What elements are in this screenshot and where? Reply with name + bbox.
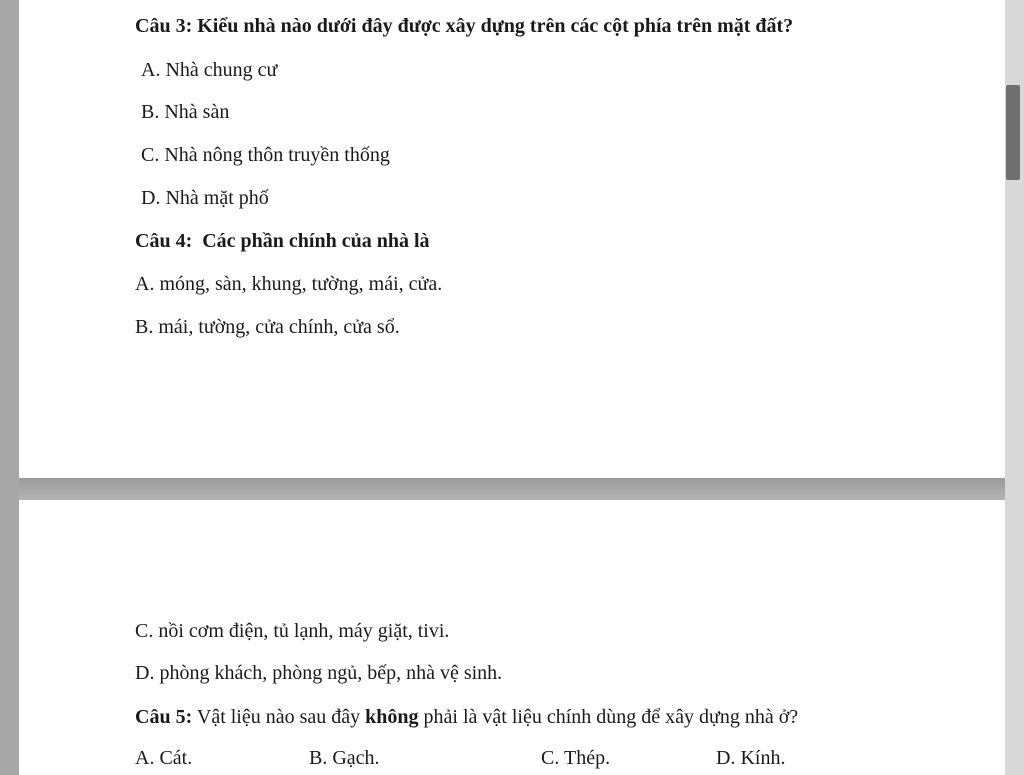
question-5-option-a: A. Cát.: [135, 747, 193, 769]
question-4-option-b: B. mái, tường, cửa chính, cửa sổ.: [135, 316, 400, 338]
question-5-option-b: B. Gạch.: [309, 747, 380, 769]
scrollbar-thumb[interactable]: [1006, 85, 1020, 180]
question-3-option-c: C. Nhà nông thôn truyền thống: [141, 144, 390, 166]
question-4-title: Câu 4: Các phần chính của nhà là: [135, 230, 430, 252]
question-5-title: [135, 705, 798, 729]
question-3-option-b: B. Nhà sàn: [141, 101, 230, 123]
question-5-option-d: D. Kính.: [716, 747, 786, 769]
question-4-option-a: A. móng, sàn, khung, tường, mái, cửa.: [135, 273, 443, 295]
question-5-label: Câu 5:: [135, 706, 193, 728]
question-3-option-d: D. Nhà mặt phố: [141, 187, 269, 209]
question-3-option-a: A. Nhà chung cư: [141, 59, 278, 81]
question-5-emphasis: không: [365, 706, 419, 728]
question-3-title: Câu 3: Kiểu nhà nào dưới đây được xây dựng trên các cột phía trên mặt đất?: [135, 15, 794, 37]
question-5-text-before: Vật liệu nào sau đây: [192, 706, 366, 728]
question-5-text-after: phải là vật liệu chính dùng để xây dựng nhà ở?: [418, 706, 799, 728]
question-4-option-c: C. nồi cơm điện, tủ lạnh, máy giặt, tivi.: [135, 620, 450, 642]
page-gap: [19, 478, 1005, 500]
question-4-option-d: D. phòng khách, phòng ngủ, bếp, nhà vệ sinh.: [135, 662, 503, 684]
question-5-option-c: C. Thép.: [541, 747, 611, 769]
